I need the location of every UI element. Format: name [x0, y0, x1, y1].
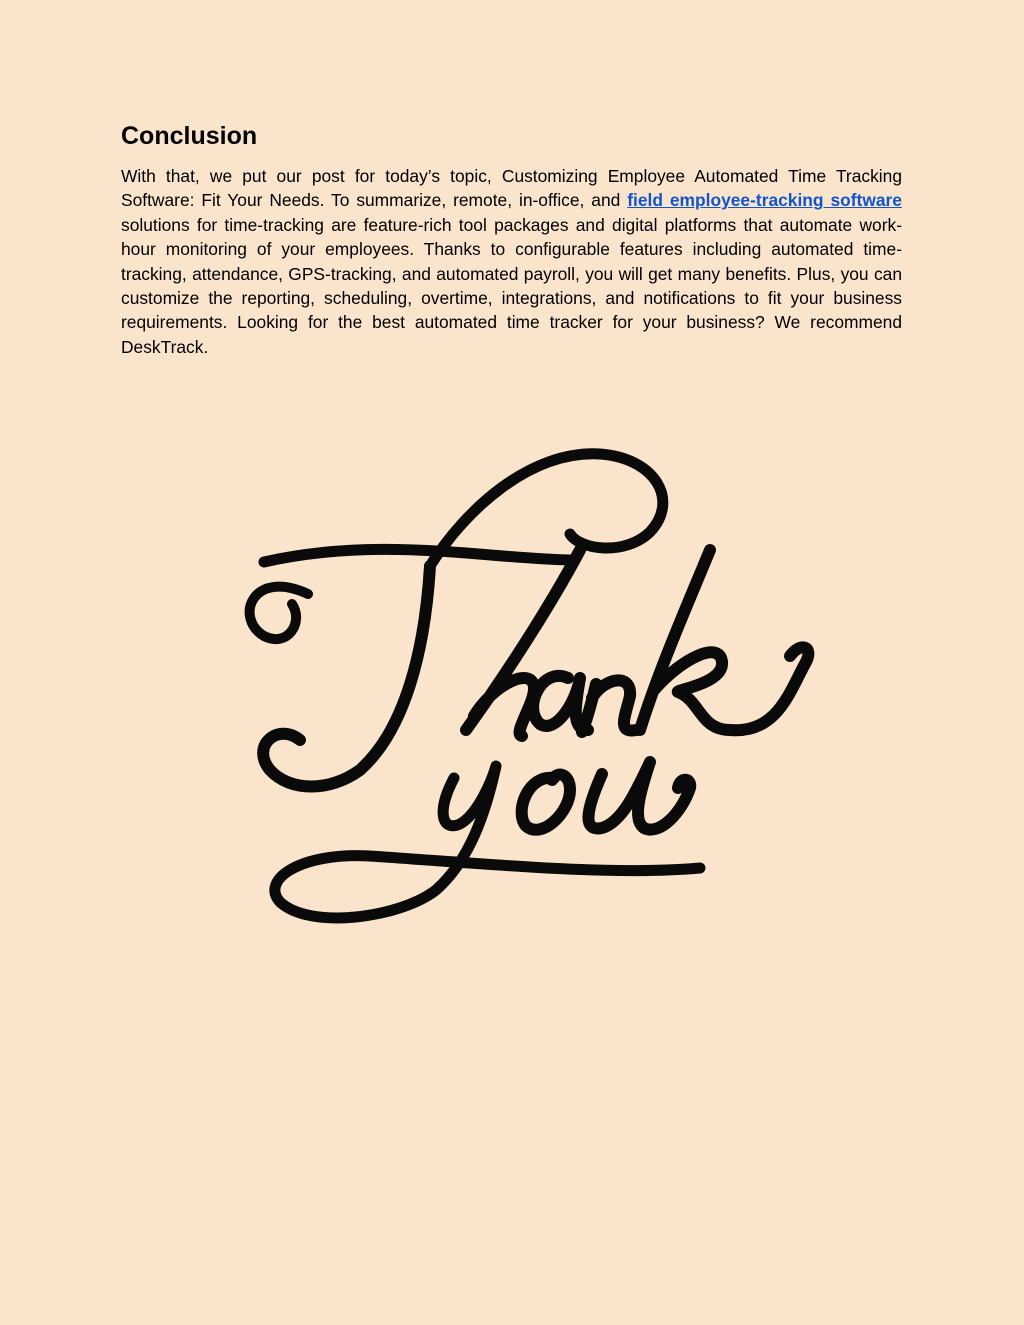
section-heading: Conclusion [121, 122, 258, 150]
conclusion-paragraph [121, 164, 902, 359]
thank-you-script-svg [230, 440, 830, 940]
thank-you-lettering-image [230, 440, 830, 940]
paragraph-text-start: With that, we put our post for today’s topic, Customizing Employee Automated Time Tracking Software: Fit Your Needs. To summarize, remote, in-office, and [121, 166, 902, 211]
field-employee-tracking-software-link[interactable]: field employee-tracking software [627, 190, 902, 211]
paragraph-text-end: solutions for time-tracking are feature-rich tool packages and digital platforms that automate work-hour monitoring of your employees. Thanks to configurable features including automated time-tracking, attendance, GPS-tracking, and automated payroll, you will get many benefits. Plus, you can customize the reporting, scheduling, overtime, integrations, and notifications to fit your business requirements. Looking for the best automated time tracker for your business? We recommend DeskTrack. [121, 214, 902, 357]
document-page [121, 118, 902, 359]
